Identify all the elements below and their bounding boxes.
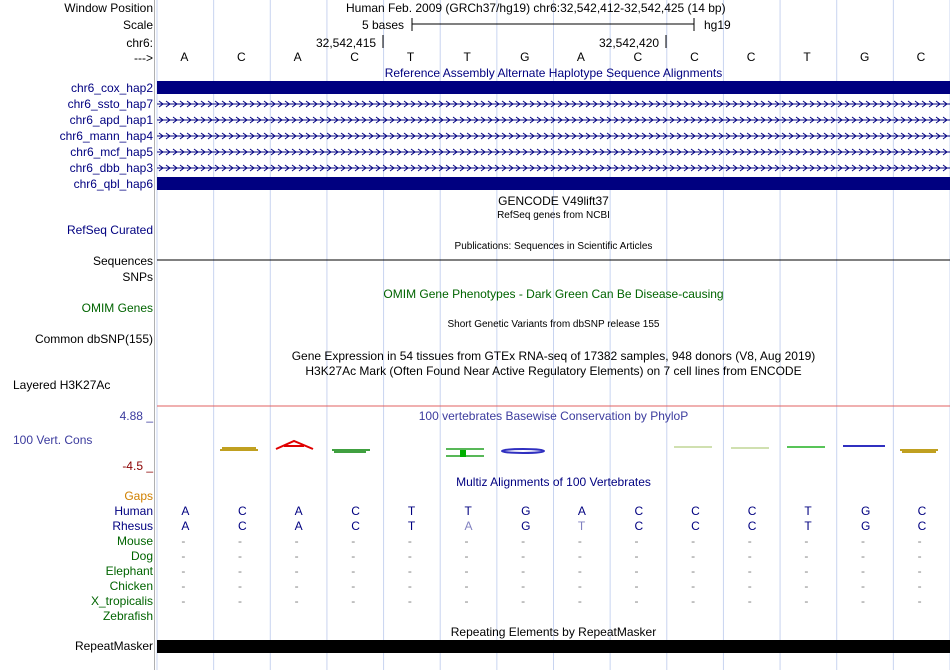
alt-haplotype-bar xyxy=(157,177,950,190)
omim-title[interactable]: OMIM Gene Phenotypes - Dark Green Can Be Disease-causing xyxy=(383,287,724,301)
multiz-base: C xyxy=(634,519,644,533)
multiz-base: - xyxy=(917,579,922,593)
sequences-label[interactable]: Sequences xyxy=(92,254,153,268)
multiz-base: - xyxy=(464,549,469,563)
alt-haplotype-label[interactable]: chr6_cox_hap2 xyxy=(70,81,153,95)
multiz-species-label[interactable]: Elephant xyxy=(105,564,153,578)
multiz-base: - xyxy=(691,534,696,548)
multiz-base: - xyxy=(861,549,866,563)
alt-haplotype-label[interactable]: chr6_qbl_hap6 xyxy=(73,177,153,191)
h3k27ac-title[interactable]: H3K27Ac Mark (Often Found Near Active Regulatory Elements) on 7 cell lines from ENCODE xyxy=(305,364,802,378)
multiz-base: C xyxy=(634,504,644,518)
multiz-base: - xyxy=(294,594,299,608)
multiz-base: - xyxy=(407,579,412,593)
multiz-base: - xyxy=(804,564,809,578)
reference-base: G xyxy=(520,50,530,64)
multiz-base: - xyxy=(577,534,582,548)
multiz-base: - xyxy=(294,579,299,593)
multiz-base: - xyxy=(577,549,582,563)
coord-right: 32,542,420 xyxy=(599,36,660,50)
multiz-base: - xyxy=(861,564,866,578)
multiz-base: A xyxy=(294,504,303,518)
assembly-position[interactable]: Human Feb. 2009 (GRCh37/hg19) chr6:32,542,412-32,542,425 (14 bp) xyxy=(346,1,726,15)
multiz-species-label[interactable]: Dog xyxy=(130,549,153,563)
multiz-base: - xyxy=(351,534,356,548)
multiz-base: - xyxy=(181,594,186,608)
multiz-base: - xyxy=(521,564,526,578)
cons-logo xyxy=(332,450,370,452)
multiz-species-label[interactable]: Rhesus xyxy=(112,519,153,533)
window-position-label: Window Position xyxy=(64,1,153,15)
cons-logo xyxy=(900,450,938,452)
reference-base: T xyxy=(406,50,415,64)
multiz-species-label[interactable]: Human xyxy=(114,504,153,518)
strand-label: ---> xyxy=(134,51,153,65)
multiz-base: C xyxy=(691,519,700,533)
repeat-label[interactable]: RepeatMasker xyxy=(74,639,153,653)
multiz-base: A xyxy=(294,519,303,533)
multiz-base: T xyxy=(407,519,416,533)
multiz-species-label[interactable]: Chicken xyxy=(109,579,153,593)
multiz-base: - xyxy=(804,534,809,548)
multiz-base: - xyxy=(237,549,242,563)
multiz-base: C xyxy=(351,519,360,533)
multiz-base: - xyxy=(181,549,186,563)
alt-haplotype-label[interactable]: chr6_ssto_hap7 xyxy=(67,97,153,111)
reference-base: T xyxy=(463,50,471,64)
multiz-base: C xyxy=(237,504,247,518)
reference-base: G xyxy=(860,50,870,64)
multiz-base: G xyxy=(521,504,531,518)
multiz-base: G xyxy=(521,519,531,533)
multiz-base: - xyxy=(634,549,639,563)
reference-base: A xyxy=(180,50,189,64)
multiz-base: T xyxy=(577,519,586,533)
gtex-title[interactable]: Gene Expression in 54 tissues from GTEx RNA-seq of 17382 samples, 948 donors (V8, Aug 2019) xyxy=(291,349,816,363)
dbsnp-subtitle: Short Genetic Variants from dbSNP release 155 xyxy=(447,319,660,330)
multiz-base: C xyxy=(237,519,247,533)
multiz-base: - xyxy=(577,594,582,608)
alt-haplotype-label[interactable]: chr6_mann_hap4 xyxy=(59,129,153,143)
multiz-base: - xyxy=(747,564,752,578)
multiz-base: - xyxy=(407,564,412,578)
multiz-base: T xyxy=(464,504,472,518)
multiz-base: - xyxy=(577,564,582,578)
multiz-base: - xyxy=(917,594,922,608)
multiz-base: - xyxy=(351,594,356,608)
cons-label[interactable]: 100 Vert. Cons xyxy=(13,433,93,447)
multiz-base: - xyxy=(691,564,696,578)
multiz-base: - xyxy=(294,549,299,563)
multiz-base: - xyxy=(691,549,696,563)
multiz-base: T xyxy=(804,519,812,533)
cons-logo xyxy=(276,441,313,449)
alt-haplotype-label[interactable]: chr6_apd_hap1 xyxy=(69,113,153,127)
multiz-base: C xyxy=(747,519,757,533)
reference-base: C xyxy=(916,50,926,64)
multiz-base: - xyxy=(351,549,356,563)
h3k27ac-label[interactable]: Layered H3K27Ac xyxy=(13,378,111,392)
multiz-base: C xyxy=(917,504,927,518)
scale-text: 5 bases xyxy=(362,18,405,32)
omim-label[interactable]: OMIM Genes xyxy=(81,301,153,315)
reference-base: C xyxy=(350,50,359,64)
cons-logo xyxy=(220,448,258,450)
multiz-base: - xyxy=(804,579,809,593)
multiz-base: - xyxy=(464,594,469,608)
multiz-base: - xyxy=(181,579,186,593)
multiz-base: - xyxy=(181,534,186,548)
repeatmasker-bar xyxy=(157,640,950,653)
multiz-base: - xyxy=(351,564,356,578)
multiz-base: - xyxy=(634,579,639,593)
multiz-base: C xyxy=(691,504,700,518)
multiz-base: - xyxy=(691,594,696,608)
multiz-base: - xyxy=(237,594,242,608)
multiz-base: - xyxy=(577,579,582,593)
scale-label: Scale xyxy=(122,18,153,32)
reference-base: C xyxy=(690,50,699,64)
multiz-base: G xyxy=(861,504,871,518)
reference-base: T xyxy=(803,50,811,64)
multiz-base: - xyxy=(464,579,469,593)
multiz-title[interactable]: Multiz Alignments of 100 Vertebrates xyxy=(456,475,651,489)
multiz-base: - xyxy=(351,579,356,593)
cons-max: 4.88 _ xyxy=(119,409,153,423)
multiz-base: - xyxy=(634,594,639,608)
multiz-base: - xyxy=(747,534,752,548)
multiz-base: - xyxy=(861,579,866,593)
multiz-base: A xyxy=(464,519,473,533)
alt-haplotype-label[interactable]: chr6_mcf_hap5 xyxy=(70,145,153,159)
multiz-base: - xyxy=(294,564,299,578)
publications-title[interactable]: Publications: Sequences in Scientific Articles xyxy=(454,241,653,252)
multiz-base: T xyxy=(407,504,416,518)
multiz-base: - xyxy=(294,534,299,548)
multiz-base: - xyxy=(237,534,242,548)
multiz-base: - xyxy=(634,534,639,548)
multiz-base: - xyxy=(521,549,526,563)
reference-base: A xyxy=(576,50,585,64)
multiz-base: - xyxy=(804,549,809,563)
multiz-base: - xyxy=(747,594,752,608)
cons-logo xyxy=(502,449,544,453)
multiz-base: G xyxy=(861,519,871,533)
multiz-base: A xyxy=(181,519,190,533)
multiz-species-label[interactable]: Mouse xyxy=(116,534,153,548)
multiz-base: - xyxy=(181,564,186,578)
multiz-base: - xyxy=(917,549,922,563)
reference-base: C xyxy=(746,50,756,64)
alt-haplotype-title[interactable]: Reference Assembly Alternate Haplotype Sequence Alignments xyxy=(384,66,723,80)
multiz-base: - xyxy=(407,594,412,608)
multiz-base: - xyxy=(861,594,866,608)
refseq-label[interactable]: RefSeq Curated xyxy=(66,223,153,237)
multiz-species-label[interactable]: X_tropicalis xyxy=(90,594,153,608)
multiz-base: - xyxy=(634,564,639,578)
multiz-base: - xyxy=(521,579,526,593)
multiz-base: A xyxy=(577,504,586,518)
repeat-title[interactable]: Repeating Elements by RepeatMasker xyxy=(450,625,657,639)
multiz-base: - xyxy=(464,534,469,548)
reference-base: C xyxy=(633,50,643,64)
multiz-base: - xyxy=(237,579,242,593)
multiz-base: - xyxy=(861,534,866,548)
scale-db: hg19 xyxy=(704,18,731,32)
alt-haplotype-bar xyxy=(157,81,950,94)
multiz-base: - xyxy=(464,564,469,578)
multiz-base: - xyxy=(407,534,412,548)
gaps-label[interactable]: Gaps xyxy=(124,489,153,503)
cons-min: -4.5 _ xyxy=(122,459,153,473)
multiz-base: - xyxy=(521,594,526,608)
multiz-base: - xyxy=(917,564,922,578)
multiz-base: - xyxy=(747,549,752,563)
reference-base: C xyxy=(236,50,246,64)
multiz-base: C xyxy=(351,504,360,518)
multiz-base: - xyxy=(804,594,809,608)
multiz-base: - xyxy=(747,579,752,593)
reference-base: A xyxy=(293,50,302,64)
multiz-base: - xyxy=(237,564,242,578)
refseq-subtitle: RefSeq genes from NCBI xyxy=(497,210,610,221)
multiz-species-label[interactable]: Zebrafish xyxy=(102,609,153,623)
multiz-base: C xyxy=(917,519,927,533)
multiz-base: - xyxy=(407,549,412,563)
cons-logo xyxy=(460,450,466,457)
gencode-title[interactable]: GENCODE V49lift37 xyxy=(498,194,609,208)
coord-left: 32,542,415 xyxy=(316,36,377,50)
multiz-base: T xyxy=(804,504,812,518)
chrom-label: chr6: xyxy=(126,36,153,50)
multiz-base: C xyxy=(747,504,757,518)
cons-title[interactable]: 100 vertebrates Basewise Conservation by PhyloP xyxy=(418,409,689,423)
multiz-base: - xyxy=(691,579,696,593)
multiz-base: - xyxy=(521,534,526,548)
dbsnp-label[interactable]: Common dbSNP(155) xyxy=(34,332,153,346)
multiz-base: A xyxy=(181,504,190,518)
multiz-base: - xyxy=(917,534,922,548)
snps-label[interactable]: SNPs xyxy=(122,270,153,284)
alt-haplotype-label[interactable]: chr6_dbb_hap3 xyxy=(69,161,153,175)
